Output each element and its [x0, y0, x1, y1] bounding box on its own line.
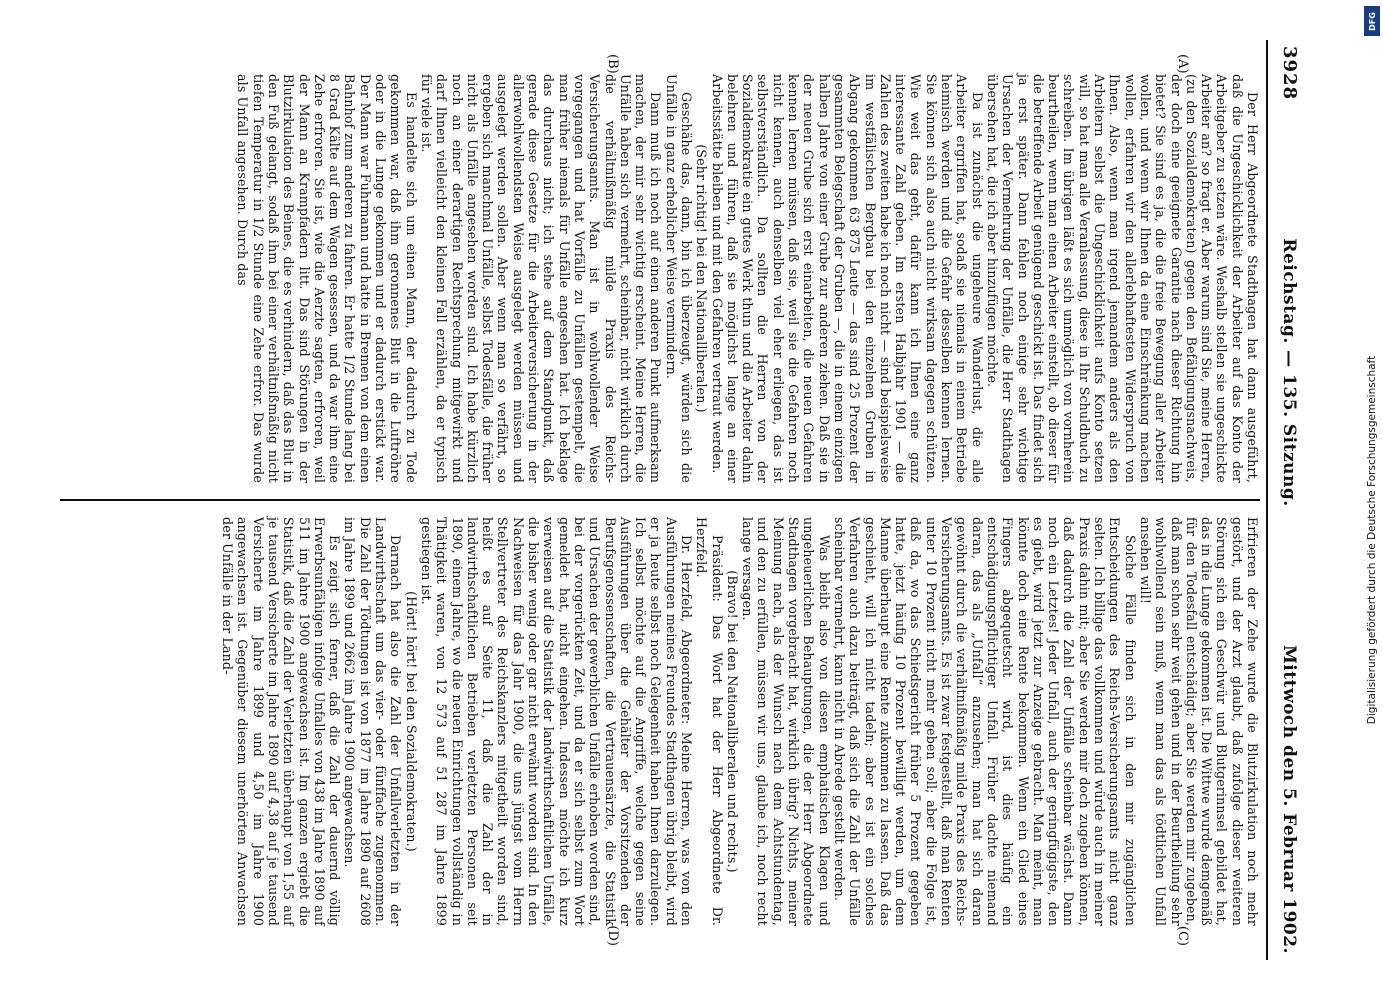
credit-text: Digitalisierung gefördert durch die Deutsche Forschungsgemeinschaft	[1366, 355, 1378, 725]
paragraph: Solche Fälle finden sich in den mir zugänglichen Entscheidungen des Reichs-Versicherungsamts nicht ganz selten. Ich billige das vollkommen und würde auch in meiner Praxis dahin mit; aber Sie werden mir doch zugeben können, daß dadurch die Zahl der Unfälle scheinbar wächst. Dann noch ein Letztes! Jeder Unfall, auch der geringfügigste, den es giebt, wird jetzt zur Anzeige gebracht. Man meint, man könnte doch eine Rente bekommen. Wenn ein Glied eines Fingers abgequetscht wird, ist dies häufig ein entschädigungspflichtiger Unfall. Früher dachte niemand daran, das als „Unfall“ anzusehen; man hat sich daran gewöhnt durch die verhältnißmäßig milde Praxis des Reichs-Versicherungsamts. Es ist zwar festgestellt, daß man Renten unter 10 Prozent nicht mehr geben soll; aber die Folge ist, daß da, wo das Schiedsgericht früher 5 Prozent gegeben hatte, jetzt häufig 10 Prozent bewilligt werden, um dem Manne überhaupt eine Rente zukommen zu lassen. Daß das geschieht, will ich nicht tadeln; aber es ist ein solches Verfahren auch dazu beiträgt, daß sich die Zahl der Unfälle scheinbar vermehrt, kann nicht in Abrede gestellt werden.	[831, 517, 1138, 926]
paragraph: Geschähe das, dann, bin ich überzeugt, würden sich die Unfälle in ganz erheblicher Weise vermindern.	[663, 74, 695, 483]
interjection: (Sehr richtig! bei den Nationalliberalen.)	[694, 144, 710, 413]
page-number: 3928	[1279, 46, 1300, 101]
margin-marker-c: (C)	[1175, 925, 1190, 946]
margin-marker-d: (D)	[605, 925, 620, 946]
paragraph: Es handelte sich um einen Mann, der dadurch zu Tode gekommen war, daß ihm geronnenes Blut in die Luftröhre oder in die Lunge gekommen und er dadurch erstickt war. Der Mann war Fuhrmann und hatte in Bremen von dem einen Bahnhof zum anderen zu fahren. Er hatte 1/2 Stunde lang bei 8 Grad Kälte auf dem Wagen gesessen, und da war ihm eine Zehe erfroren. Sie ist, wie die Aerzte sagten, erfroren, weil der Mann an Krampfadern litt. Das sind Störungen in der Blutzirkulation des Beines, die es verhindern, daß das Blut in den Fuß gelangt, sodaß ihm bei einer verhältnißmäßig nicht tiefen Temperatur in 1/2 Stunde eine Zehe erfror. Das wurde als Unfall angesehen. Durch das	[235, 74, 419, 483]
interjection: (Hört! hört! bei den Sozialdemokraten.)	[403, 591, 419, 852]
session-date: Mittwoch den 5. Februar 1902.	[1279, 644, 1299, 954]
page-header	[1266, 40, 1320, 960]
paragraph: Erfrieren der Zehe wurde die Blutzirkulation noch mehr gestört, und der Arzt glaubt, daß zufolge dieser weiteren Störung sich ein Geschwür und Blutgerinnsel gebildet hat, das in die Lunge gekommen ist. Die Wittwe wurde demgemäß für den Todesfall entschädigt; aber Sie werden mir zugeben, daß man schon sehr weit gehen und in der Beurtheilung sehr wohlwollend sein muß, wenn man das als tödtlichen Unfall ansehen will!	[1137, 517, 1260, 926]
digitization-credit	[1361, 0, 1383, 1000]
paragraph: Darnach hat also die Zahl der Unfallverletzten in der Landwirthschaft um das vier- oder fünffache zugenommen. Die Zahl der Tödtungen ist von 1877 im Jahre 1890 auf 2608 im Jahre 1899 und 2662 im Jahre 1900 angewachsen.	[342, 517, 404, 926]
margin-marker-b: (B)	[605, 54, 620, 74]
right-column	[60, 501, 1260, 960]
paragraph: Der Herr Abgeordnete Stadthagen hat dann ausgeführt, daß die Ungeschicklichkeit der Arbeiter auf das Konto der Arbeitgeber zu setzen wäre. Weshalb stellen sie ungeschickte Arbeiter an? so fragt er. Aber warum sind Sie, meine Herren, (zu den Sozialdemokraten) gegen den Befähigungsnachweis, der doch eine geeignete Garantie nach dieser Richtung hin bietet? Sie sind es ja, die die freie Bewegung aller Arbeiter wollen, und wenn wir Ihnen da eine Einschränkung machen wollen, erfahren wir den allerlebhaftesten Widerspruch von Ihnen. Also, wenn man irgend jemandem anders als den Arbeitern selbst die Ungeschicklichkeit aufs Konto setzen will, so hat man alle Veranlassung, diese in Ihr Schuldbuch zu schreiben. Im übrigen läßt es sich unmöglich von vornherein beurtheilen, wenn man einen Arbeiter einstellt, ob dieser für die betreffende Arbeit genügend geschickt ist. Das findet sich ja erst später. Dann fehlen noch einige sehr wichtige Ursachen der Vermehrung der Unfälle, die Herr Stadthagen übersehen hat, die ich aber hinzufügen möchte.	[984, 74, 1260, 483]
dfg-logo: DFG	[1364, 6, 1380, 36]
speaker-line: Präsident: Das Wort hat der Herr Abgeordnete Dr. Herzfeld.	[694, 517, 725, 926]
margin-marker-a: (A)	[1175, 54, 1190, 74]
paragraph: Dann muß ich noch auf einen anderen Punkt aufmerksam machen, der mir sehr wichtig erscheint. Meine Herren, die Unfälle haben sich vermehrt, scheinbar, nicht wirklich durch die verhältnißmäßig milde Praxis des Reichs-Versicherungsamts. Man ist in wohlwollender Weise vorgegangen und hat Vorfälle zu Unfällen gestempelt, die man früher niemals für Unfälle angesehen hat. Ich beklage das durchaus nicht; ich stehe auf dem Standpunkt, daß gerade diese Gesetze für die Arbeiterversicherung in der allerwohlwollendsten Weise ausgelegt werden müssen und ausgelegt werden sollen. Aber wenn man so verfährt, so ergeben sich manchmal Unfälle, selbst Todesfälle, die früher nicht als Unfälle angesehen worden sind. Ich habe kürzlich noch an einer derartigen Rechtsprechung mitgewirkt und darf Ihnen vielleicht den kleinen Fall erzählen, da er typisch für viele ist.	[418, 74, 664, 483]
interjection: (Bravo! bei den Nationalliberalen und rechts.)	[724, 570, 740, 873]
paragraph: Da ist zunächst die ungeheure Wanderlust, die alle Arbeiter ergriffen hat, sodaß sie niemals in einem Betriebe heimisch werden und die Gefahr desselben kennen lernen. Sie können sich also auch nicht wirksam dagegen schützen. Wie weit das geht, dafür kann ich Ihnen eine ganz interessante Zahl geben. Im ersten Halbjahr 1901 — die Zahlen des zweiten habe ich noch nicht — sind beispielsweise im westfälischen Bergbau bei den einzelnen Gruben in Abgang gekommen 63 875 Leute — das sind 25 Prozent der gesammten Belegschaft der Gruben —, die in einem einzigen halben Jahre von einer Grube zur anderen ziehen. Daß sie in der neuen Grube sich erst einarbeiten, die neuen Gefahren kennen lernen müssen, daß sie, weil sie die Gefahren noch nicht kennen, auch denselben viel eher erliegen, das ist selbstverständlich. Da sollten die Herren von der Sozialdemokratie ein gutes Werk thun und die Arbeiter dahin belehren und führen, daß sie möglichst lange an einer Arbeitsstätte bleiben und mit den Gefahren vertraut werden.	[709, 74, 985, 483]
session-title: Reichstag. — 135. Sitzung.	[1279, 238, 1299, 507]
paragraph: Dr. Herzfeld, Abgeordneter: Meine Herren, was von den Ausführungen meines Freundes Stadthagen übrig bleibt, wird er ja heute selbst noch Gelegenheit haben Ihnen darzulegen. Ich selbst möchte auf die Angriffe, welche gegen seine Ausführungen über die Gehälter der Vorsitzenden der Berufsgenossenschaften, die Vertrauensärzte, die Statistik und Ursachen der gewerblichen Unfälle erhoben worden sind, bei der vorgerückten Zeit, und da er sich selbst zum Wort gemeldet hat, nicht eingehen. Indessen möchte ich kurz verweisen auf die Statistik der landwirthschaftlichen Unfälle, die bisher wenig oder gar nicht erwähnt worden sind. In den Nachweisen für das Jahr 1900, die uns jüngst vom Herrn Stellvertreter des Reichskanzlers mitgetheilt worden sind, heißt es auf Seite 11, daß die Zahl der in landwirthschaftlichen Betrieben verletzten Personen seit 1890, einem Jahre, wo die neuen Einrichtungen vollständig in Thätigkeit waren, von 12 573 auf 51 287 im Jahre 1899 gestiegen ist.	[418, 517, 695, 926]
left-column	[60, 40, 1260, 499]
paragraph: Was bleibt also von diesen emphatischen Klagen und ungeheuerlichen Behauptungen, die der Herr Abgeordnete Stadthagen vorgebracht hat, wirklich übrig? Nichts, meiner Meinung nach, als der Wunsch nach dem Achtstundentag, und den zu erfüllen, müssen wir uns, glaube ich, noch recht lange versagen.	[740, 517, 832, 926]
text-columns	[60, 40, 1260, 960]
paragraph: Es zeigt sich ferner, daß die Zahl der dauernd völlig Erwerbsunfähigen infolge Unfalles von 438 im Jahre 1890 auf 511 im Jahre 1900 angewachsen ist. Im ganzen ergiebt die Statistik, daß die Zahl der Verletzten überhaupt von 1,55 auf je tausend Versicherte im Jahre 1890 auf 4,38 auf je tausend Versicherte im Jahre 1899 und 4,50 im Jahre 1900 angewachsen ist. Gegenüber diesem unerhörten Anwachsen der Unfälle in der Land-	[220, 517, 343, 926]
